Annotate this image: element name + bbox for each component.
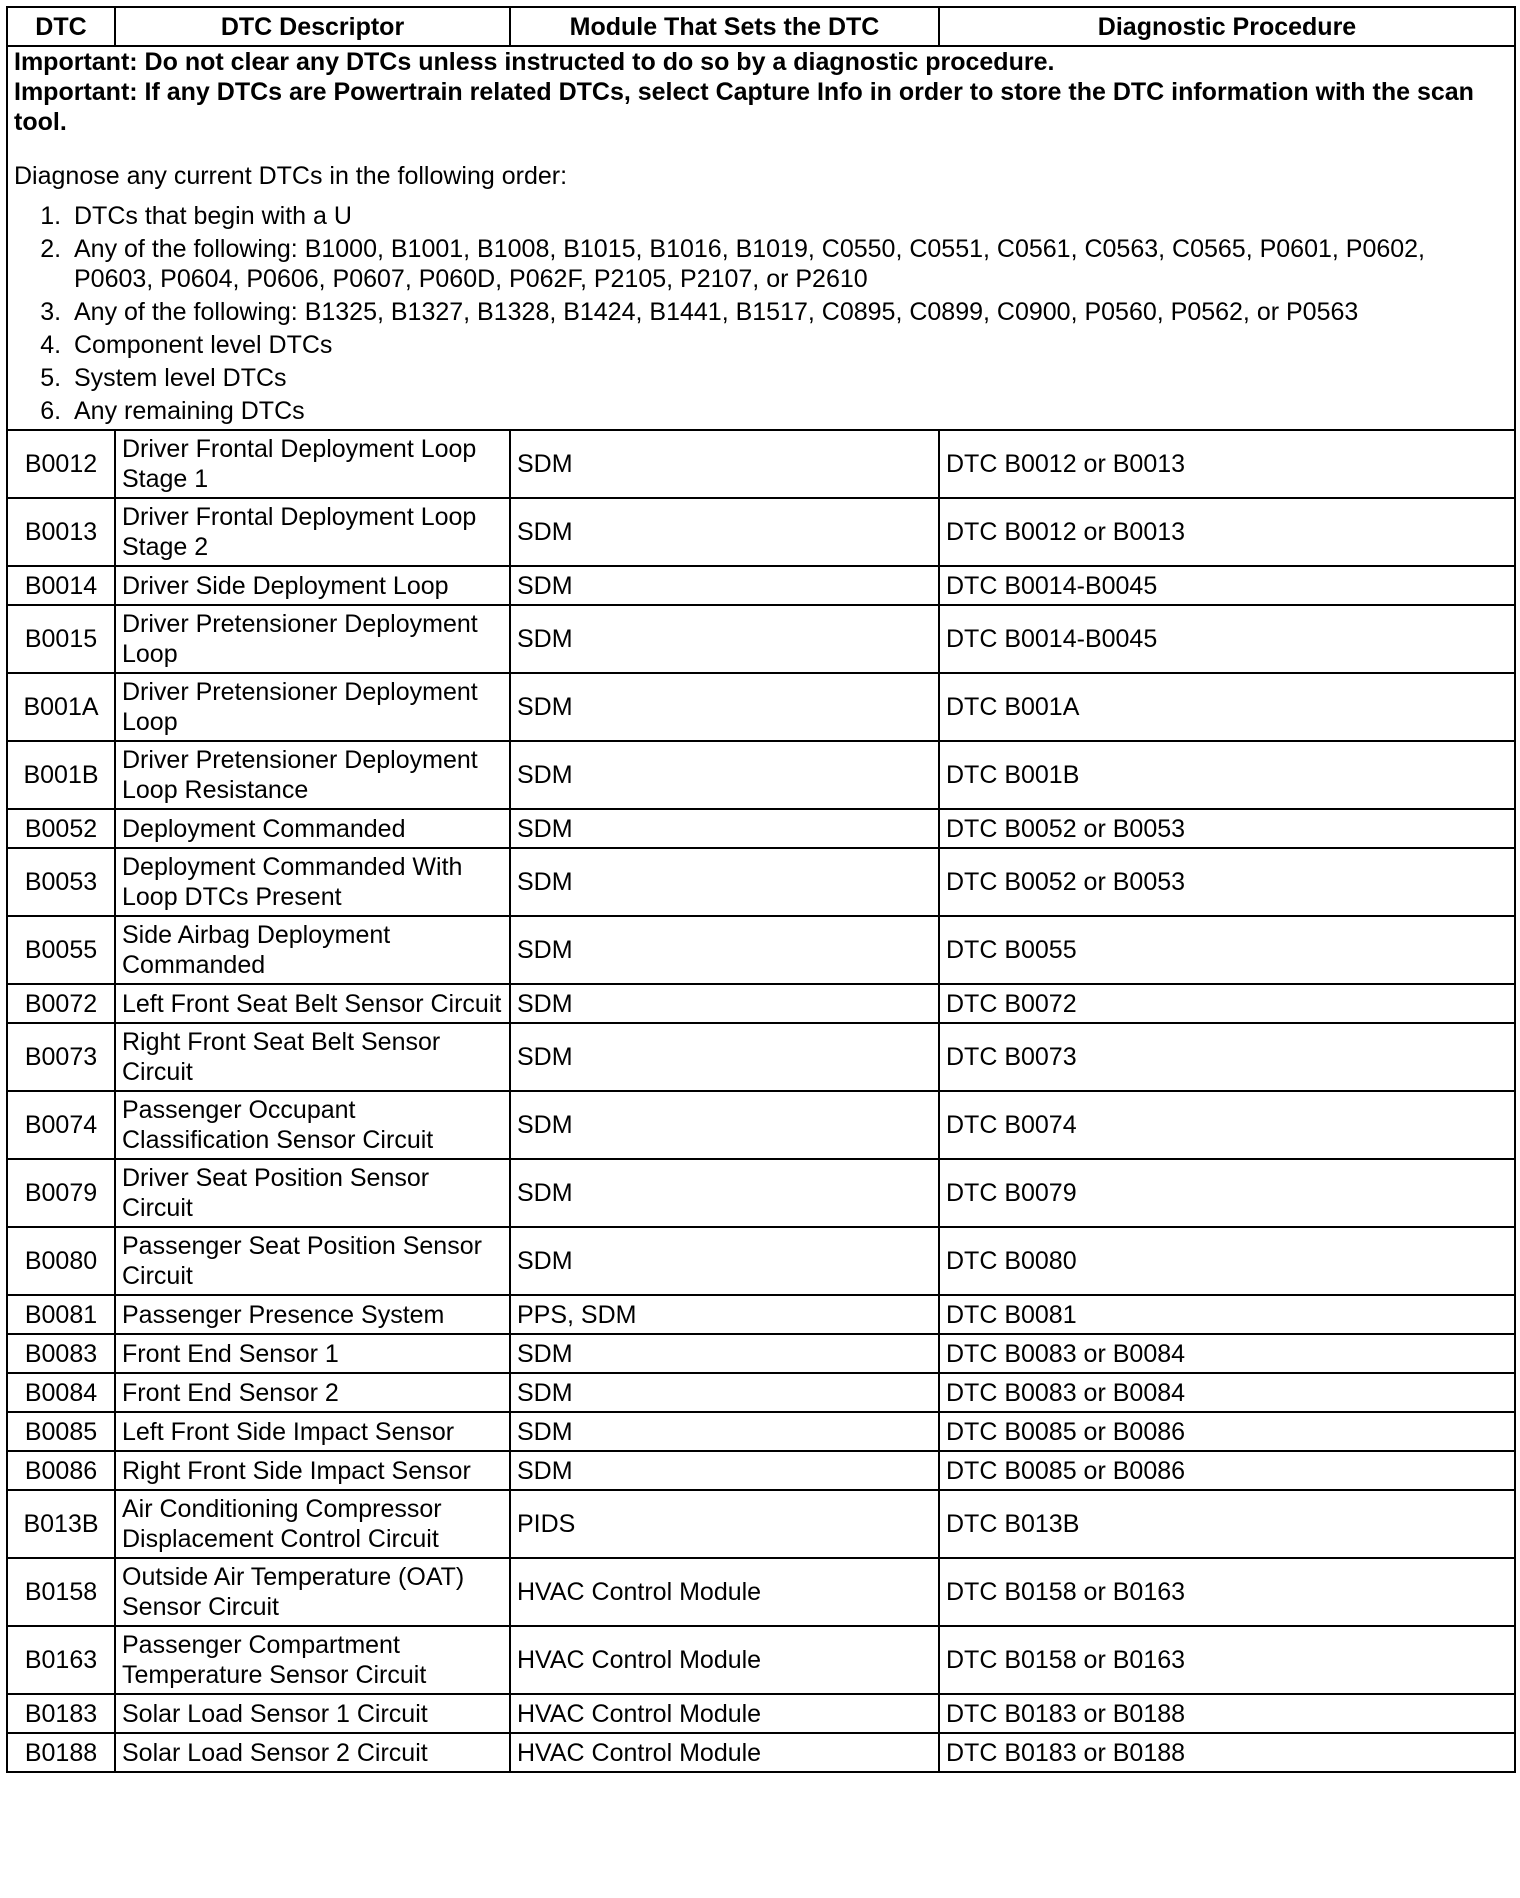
dtc-descriptor-cell: Deployment Commanded With Loop DTCs Present: [115, 848, 510, 916]
dtc-descriptor-cell: Right Front Side Impact Sensor: [115, 1451, 510, 1490]
table-row: [7, 1626, 1515, 1694]
table-row: [7, 673, 1515, 741]
dtc-descriptor-cell: Solar Load Sensor 1 Circuit: [115, 1694, 510, 1733]
dtc-code-cell: B0072: [7, 984, 115, 1023]
dtc-descriptor-cell: Front End Sensor 2: [115, 1373, 510, 1412]
module-cell: HVAC Control Module: [510, 1694, 939, 1733]
table-row: [7, 1334, 1515, 1373]
dtc-code-cell: B013B: [7, 1490, 115, 1558]
diagnostic-procedure-cell: DTC B0158 or B0163: [939, 1558, 1515, 1626]
diagnostic-procedure-cell: DTC B0080: [939, 1227, 1515, 1295]
dtc-descriptor-cell: Driver Pretensioner Deployment Loop: [115, 605, 510, 673]
diagnostic-procedure-cell: DTC B0073: [939, 1023, 1515, 1091]
notes-cell: [7, 46, 1515, 430]
table-row: [7, 1694, 1515, 1733]
dtc-descriptor-cell: Driver Side Deployment Loop: [115, 566, 510, 605]
dtc-descriptor-cell: Driver Pretensioner Deployment Loop: [115, 673, 510, 741]
table-header-row: [7, 7, 1515, 46]
table-row: [7, 1227, 1515, 1295]
table-row: [7, 1490, 1515, 1558]
diagnostic-procedure-cell: DTC B0014-B0045: [939, 566, 1515, 605]
diagnose-order-intro: Diagnose any current DTCs in the following order:: [14, 162, 568, 190]
dtc-code-cell: B0053: [7, 848, 115, 916]
module-cell: SDM: [510, 809, 939, 848]
dtc-code-cell: B0081: [7, 1295, 115, 1334]
dtc-code-cell: B0080: [7, 1227, 115, 1295]
diagnostic-procedure-cell: DTC B0072: [939, 984, 1515, 1023]
dtc-table: [6, 6, 1516, 1773]
order-item: 5. System level DTCs: [68, 363, 1508, 393]
table-row: [7, 1091, 1515, 1159]
table-row: [7, 1733, 1515, 1772]
dtc-descriptor-cell: Driver Pretensioner Deployment Loop Resistance: [115, 741, 510, 809]
table-row: [7, 1412, 1515, 1451]
module-cell: PIDS: [510, 1490, 939, 1558]
module-cell: SDM: [510, 1159, 939, 1227]
diagnostic-procedure-cell: DTC B0079: [939, 1159, 1515, 1227]
diagnostic-procedure-cell: DTC B0052 or B0053: [939, 809, 1515, 848]
module-cell: SDM: [510, 1451, 939, 1490]
dtc-code-cell: B0085: [7, 1412, 115, 1451]
module-cell: HVAC Control Module: [510, 1558, 939, 1626]
diagnostic-procedure-cell: DTC B0083 or B0084: [939, 1373, 1515, 1412]
module-cell: SDM: [510, 848, 939, 916]
dtc-descriptor-cell: Solar Load Sensor 2 Circuit: [115, 1733, 510, 1772]
module-cell: SDM: [510, 1023, 939, 1091]
diagnostic-procedure-cell: DTC B0012 or B0013: [939, 498, 1515, 566]
module-cell: HVAC Control Module: [510, 1733, 939, 1772]
diagnostic-procedure-cell: DTC B0158 or B0163: [939, 1626, 1515, 1694]
module-cell: SDM: [510, 605, 939, 673]
diagnose-order-list: [14, 201, 1508, 426]
notes-row: [7, 46, 1515, 430]
diagnostic-procedure-cell: DTC B0014-B0045: [939, 605, 1515, 673]
header-descriptor: DTC Descriptor: [115, 7, 510, 46]
module-cell: SDM: [510, 430, 939, 498]
table-row: [7, 1023, 1515, 1091]
dtc-descriptor-cell: Driver Frontal Deployment Loop Stage 2: [115, 498, 510, 566]
table-row: [7, 984, 1515, 1023]
order-item: 3. Any of the following: B1325, B1327, B1328, B1424, B1441, B1517, C0895, C0899, C0900, P0560, P0562, or P0563: [68, 297, 1508, 327]
diagnostic-procedure-cell: DTC B0055: [939, 916, 1515, 984]
dtc-code-cell: B0188: [7, 1733, 115, 1772]
dtc-descriptor-cell: Air Conditioning Compressor Displacement Control Circuit: [115, 1490, 510, 1558]
dtc-code-cell: B0083: [7, 1334, 115, 1373]
module-cell: SDM: [510, 673, 939, 741]
order-item: 4. Component level DTCs: [68, 330, 1508, 360]
dtc-code-cell: B0013: [7, 498, 115, 566]
table-row: [7, 1295, 1515, 1334]
module-cell: SDM: [510, 1227, 939, 1295]
order-item: 2. Any of the following: B1000, B1001, B1008, B1015, B1016, B1019, C0550, C0551, C0561, C0563, C0565, P0601, P0602, P0603, P0604, P0606, P0607, P060D, P062F, P2105, P2107, or P2610: [68, 234, 1508, 294]
dtc-descriptor-cell: Side Airbag Deployment Commanded: [115, 916, 510, 984]
module-cell: SDM: [510, 1373, 939, 1412]
important-note-2: Important: If any DTCs are Powertrain related DTCs, select Capture Info in order to store the DTC information with the scan tool.: [14, 78, 1474, 136]
dtc-code-cell: B0079: [7, 1159, 115, 1227]
header-dtc: DTC: [7, 7, 115, 46]
dtc-descriptor-cell: Left Front Side Impact Sensor: [115, 1412, 510, 1451]
dtc-code-cell: B0014: [7, 566, 115, 605]
table-row: [7, 916, 1515, 984]
header-procedure: Diagnostic Procedure: [939, 7, 1515, 46]
order-item: 6. Any remaining DTCs: [68, 396, 1508, 426]
dtc-descriptor-cell: Passenger Presence System: [115, 1295, 510, 1334]
module-cell: SDM: [510, 566, 939, 605]
diagnostic-procedure-cell: DTC B001A: [939, 673, 1515, 741]
dtc-descriptor-cell: Passenger Seat Position Sensor Circuit: [115, 1227, 510, 1295]
dtc-descriptor-cell: Driver Seat Position Sensor Circuit: [115, 1159, 510, 1227]
diagnostic-procedure-cell: DTC B0012 or B0013: [939, 430, 1515, 498]
module-cell: HVAC Control Module: [510, 1626, 939, 1694]
table-row: [7, 498, 1515, 566]
dtc-code-cell: B0015: [7, 605, 115, 673]
dtc-code-cell: B0084: [7, 1373, 115, 1412]
table-row: [7, 809, 1515, 848]
diagnostic-procedure-cell: DTC B0081: [939, 1295, 1515, 1334]
table-row: [7, 566, 1515, 605]
module-cell: SDM: [510, 1334, 939, 1373]
dtc-code-cell: B0163: [7, 1626, 115, 1694]
module-cell: SDM: [510, 984, 939, 1023]
diagnostic-procedure-cell: DTC B0085 or B0086: [939, 1412, 1515, 1451]
diagnostic-procedure-cell: DTC B0183 or B0188: [939, 1694, 1515, 1733]
diagnostic-procedure-cell: DTC B0085 or B0086: [939, 1451, 1515, 1490]
module-cell: PPS, SDM: [510, 1295, 939, 1334]
dtc-descriptor-cell: Right Front Seat Belt Sensor Circuit: [115, 1023, 510, 1091]
order-item: 1. DTCs that begin with a U: [68, 201, 1508, 231]
dtc-code-cell: B0158: [7, 1558, 115, 1626]
diagnostic-procedure-cell: DTC B013B: [939, 1490, 1515, 1558]
dtc-code-cell: B0086: [7, 1451, 115, 1490]
diagnostic-procedure-cell: DTC B0183 or B0188: [939, 1733, 1515, 1772]
module-cell: SDM: [510, 741, 939, 809]
module-cell: SDM: [510, 916, 939, 984]
dtc-code-cell: B0074: [7, 1091, 115, 1159]
important-note-1: Important: Do not clear any DTCs unless instructed to do so by a diagnostic procedure.: [14, 48, 1055, 76]
table-row: [7, 430, 1515, 498]
table-row: [7, 1451, 1515, 1490]
table-row: [7, 741, 1515, 809]
dtc-descriptor-cell: Passenger Occupant Classification Sensor Circuit: [115, 1091, 510, 1159]
dtc-descriptor-cell: Passenger Compartment Temperature Sensor Circuit: [115, 1626, 510, 1694]
dtc-code-cell: B001A: [7, 673, 115, 741]
diagnostic-procedure-cell: DTC B0052 or B0053: [939, 848, 1515, 916]
dtc-descriptor-cell: Driver Frontal Deployment Loop Stage 1: [115, 430, 510, 498]
diagnostic-procedure-cell: DTC B001B: [939, 741, 1515, 809]
dtc-descriptor-cell: Deployment Commanded: [115, 809, 510, 848]
module-cell: SDM: [510, 1091, 939, 1159]
diagnostic-procedure-cell: DTC B0083 or B0084: [939, 1334, 1515, 1373]
dtc-code-cell: B0012: [7, 430, 115, 498]
module-cell: SDM: [510, 1412, 939, 1451]
dtc-code-cell: B0183: [7, 1694, 115, 1733]
dtc-descriptor-cell: Outside Air Temperature (OAT) Sensor Circuit: [115, 1558, 510, 1626]
dtc-code-cell: B0055: [7, 916, 115, 984]
table-row: [7, 1558, 1515, 1626]
table-row: [7, 605, 1515, 673]
dtc-descriptor-cell: Front End Sensor 1: [115, 1334, 510, 1373]
dtc-code-cell: B0052: [7, 809, 115, 848]
table-row: [7, 1373, 1515, 1412]
dtc-descriptor-cell: Left Front Seat Belt Sensor Circuit: [115, 984, 510, 1023]
table-row: [7, 848, 1515, 916]
dtc-code-cell: B001B: [7, 741, 115, 809]
table-row: [7, 1159, 1515, 1227]
dtc-code-cell: B0073: [7, 1023, 115, 1091]
diagnostic-procedure-cell: DTC B0074: [939, 1091, 1515, 1159]
module-cell: SDM: [510, 498, 939, 566]
header-module: Module That Sets the DTC: [510, 7, 939, 46]
